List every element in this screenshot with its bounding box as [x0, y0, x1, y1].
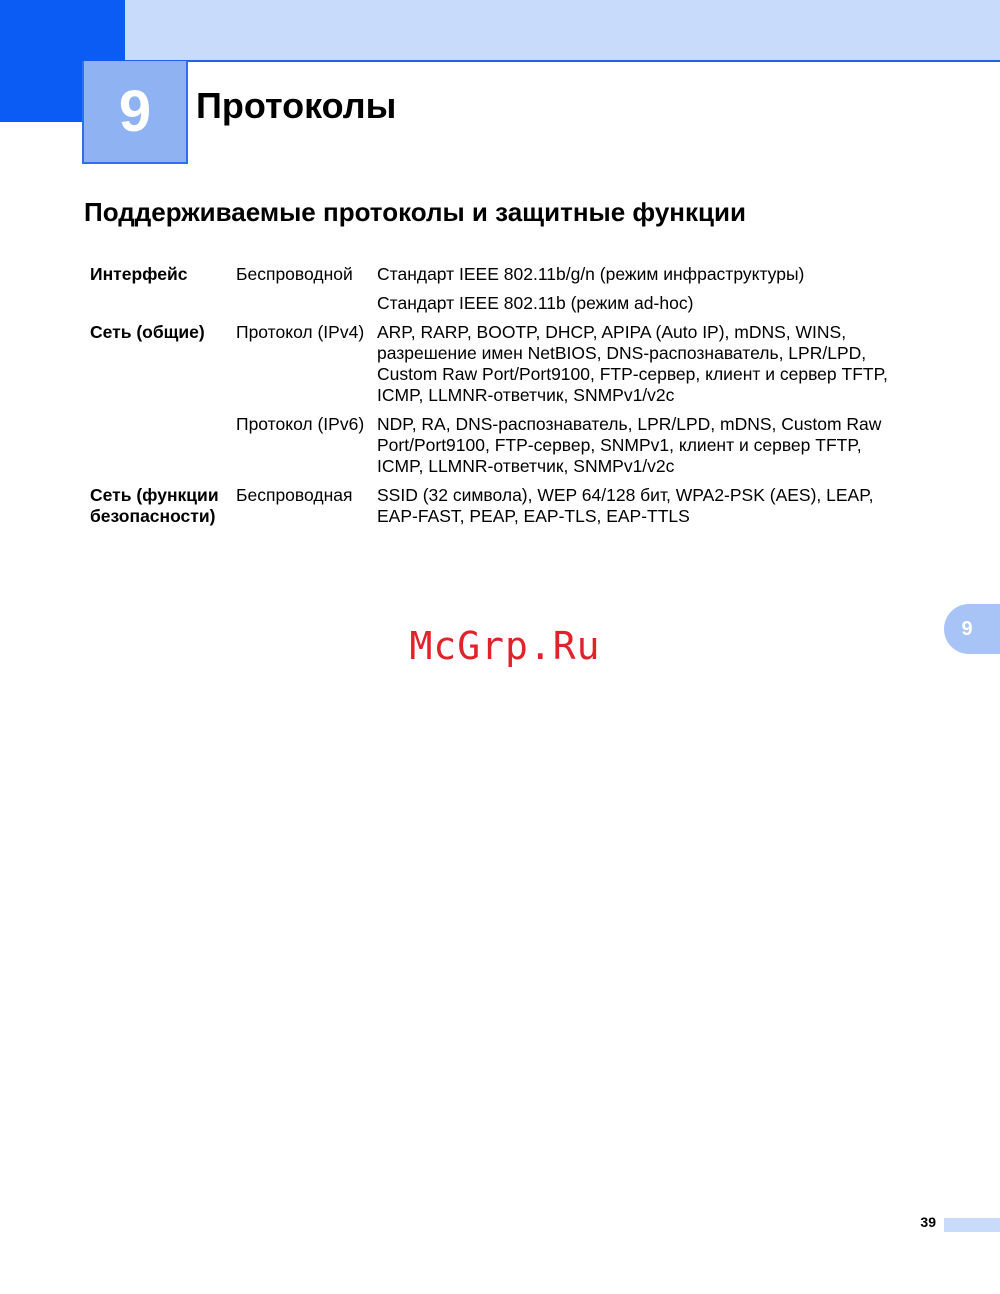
table-row	[84, 481, 914, 531]
watermark-text: McGrp.Ru	[409, 624, 601, 668]
chapter-side-tab[interactable]	[944, 604, 1000, 654]
row-category: Интерфейс	[90, 264, 188, 284]
row-value: ARP, RARP, BOOTP, DHCP, APIPA (Auto IP), mDNS, WINS, разрешение имен NetBIOS, DNS-распознаватель, LPR/LPD, Custom Raw Port/Port9100, FTP-сервер, клиент и сервер TFTP, ICMP, LLMNR-ответчик, SNMPv1/v2c	[377, 322, 888, 405]
header-band	[125, 0, 1000, 62]
row-category	[84, 410, 230, 481]
section-heading: Поддерживаемые протоколы и защитные функции	[84, 197, 746, 227]
footer-page-bar	[944, 1218, 1000, 1232]
row-value: Стандарт IEEE 802.11b/g/n (режим инфраструктуры)	[377, 264, 805, 284]
side-tab-label: 9	[961, 617, 973, 640]
page-number: 39	[920, 1214, 936, 1230]
row-category: Сеть (функции безопасности)	[90, 485, 219, 526]
table-row	[84, 260, 914, 289]
table-row	[84, 410, 914, 481]
row-subcategory: Беспроводной	[236, 264, 353, 284]
table-row	[84, 318, 914, 410]
chapter-title: Протоколы	[196, 85, 397, 126]
chapter-number-box	[82, 61, 188, 164]
row-subcategory: Протокол (IPv6)	[236, 414, 365, 434]
row-value: Стандарт IEEE 802.11b (режим ad-hoc)	[377, 293, 694, 313]
table-row	[84, 289, 914, 318]
chapter-number: 9	[118, 78, 152, 144]
row-subcategory: Беспроводная	[236, 485, 353, 505]
row-category: Сеть (общие)	[90, 322, 205, 342]
row-value: NDP, RA, DNS-распознаватель, LPR/LPD, mDNS, Custom Raw Port/Port9100, FTP-сервер, SNMPv1, клиент и сервер TFTP, ICMP, LLMNR-ответчик, SNMPv1/v2c	[377, 414, 882, 476]
row-subcategory: Протокол (IPv4)	[236, 322, 365, 342]
row-subcategory	[230, 289, 371, 318]
row-category	[84, 289, 230, 318]
protocols-table	[84, 260, 914, 531]
row-value: SSID (32 символа), WEP 64/128 бит, WPA2-PSK (AES), LEAP, EAP-FAST, PEAP, EAP-TLS, EAP-TTLS	[377, 485, 874, 526]
